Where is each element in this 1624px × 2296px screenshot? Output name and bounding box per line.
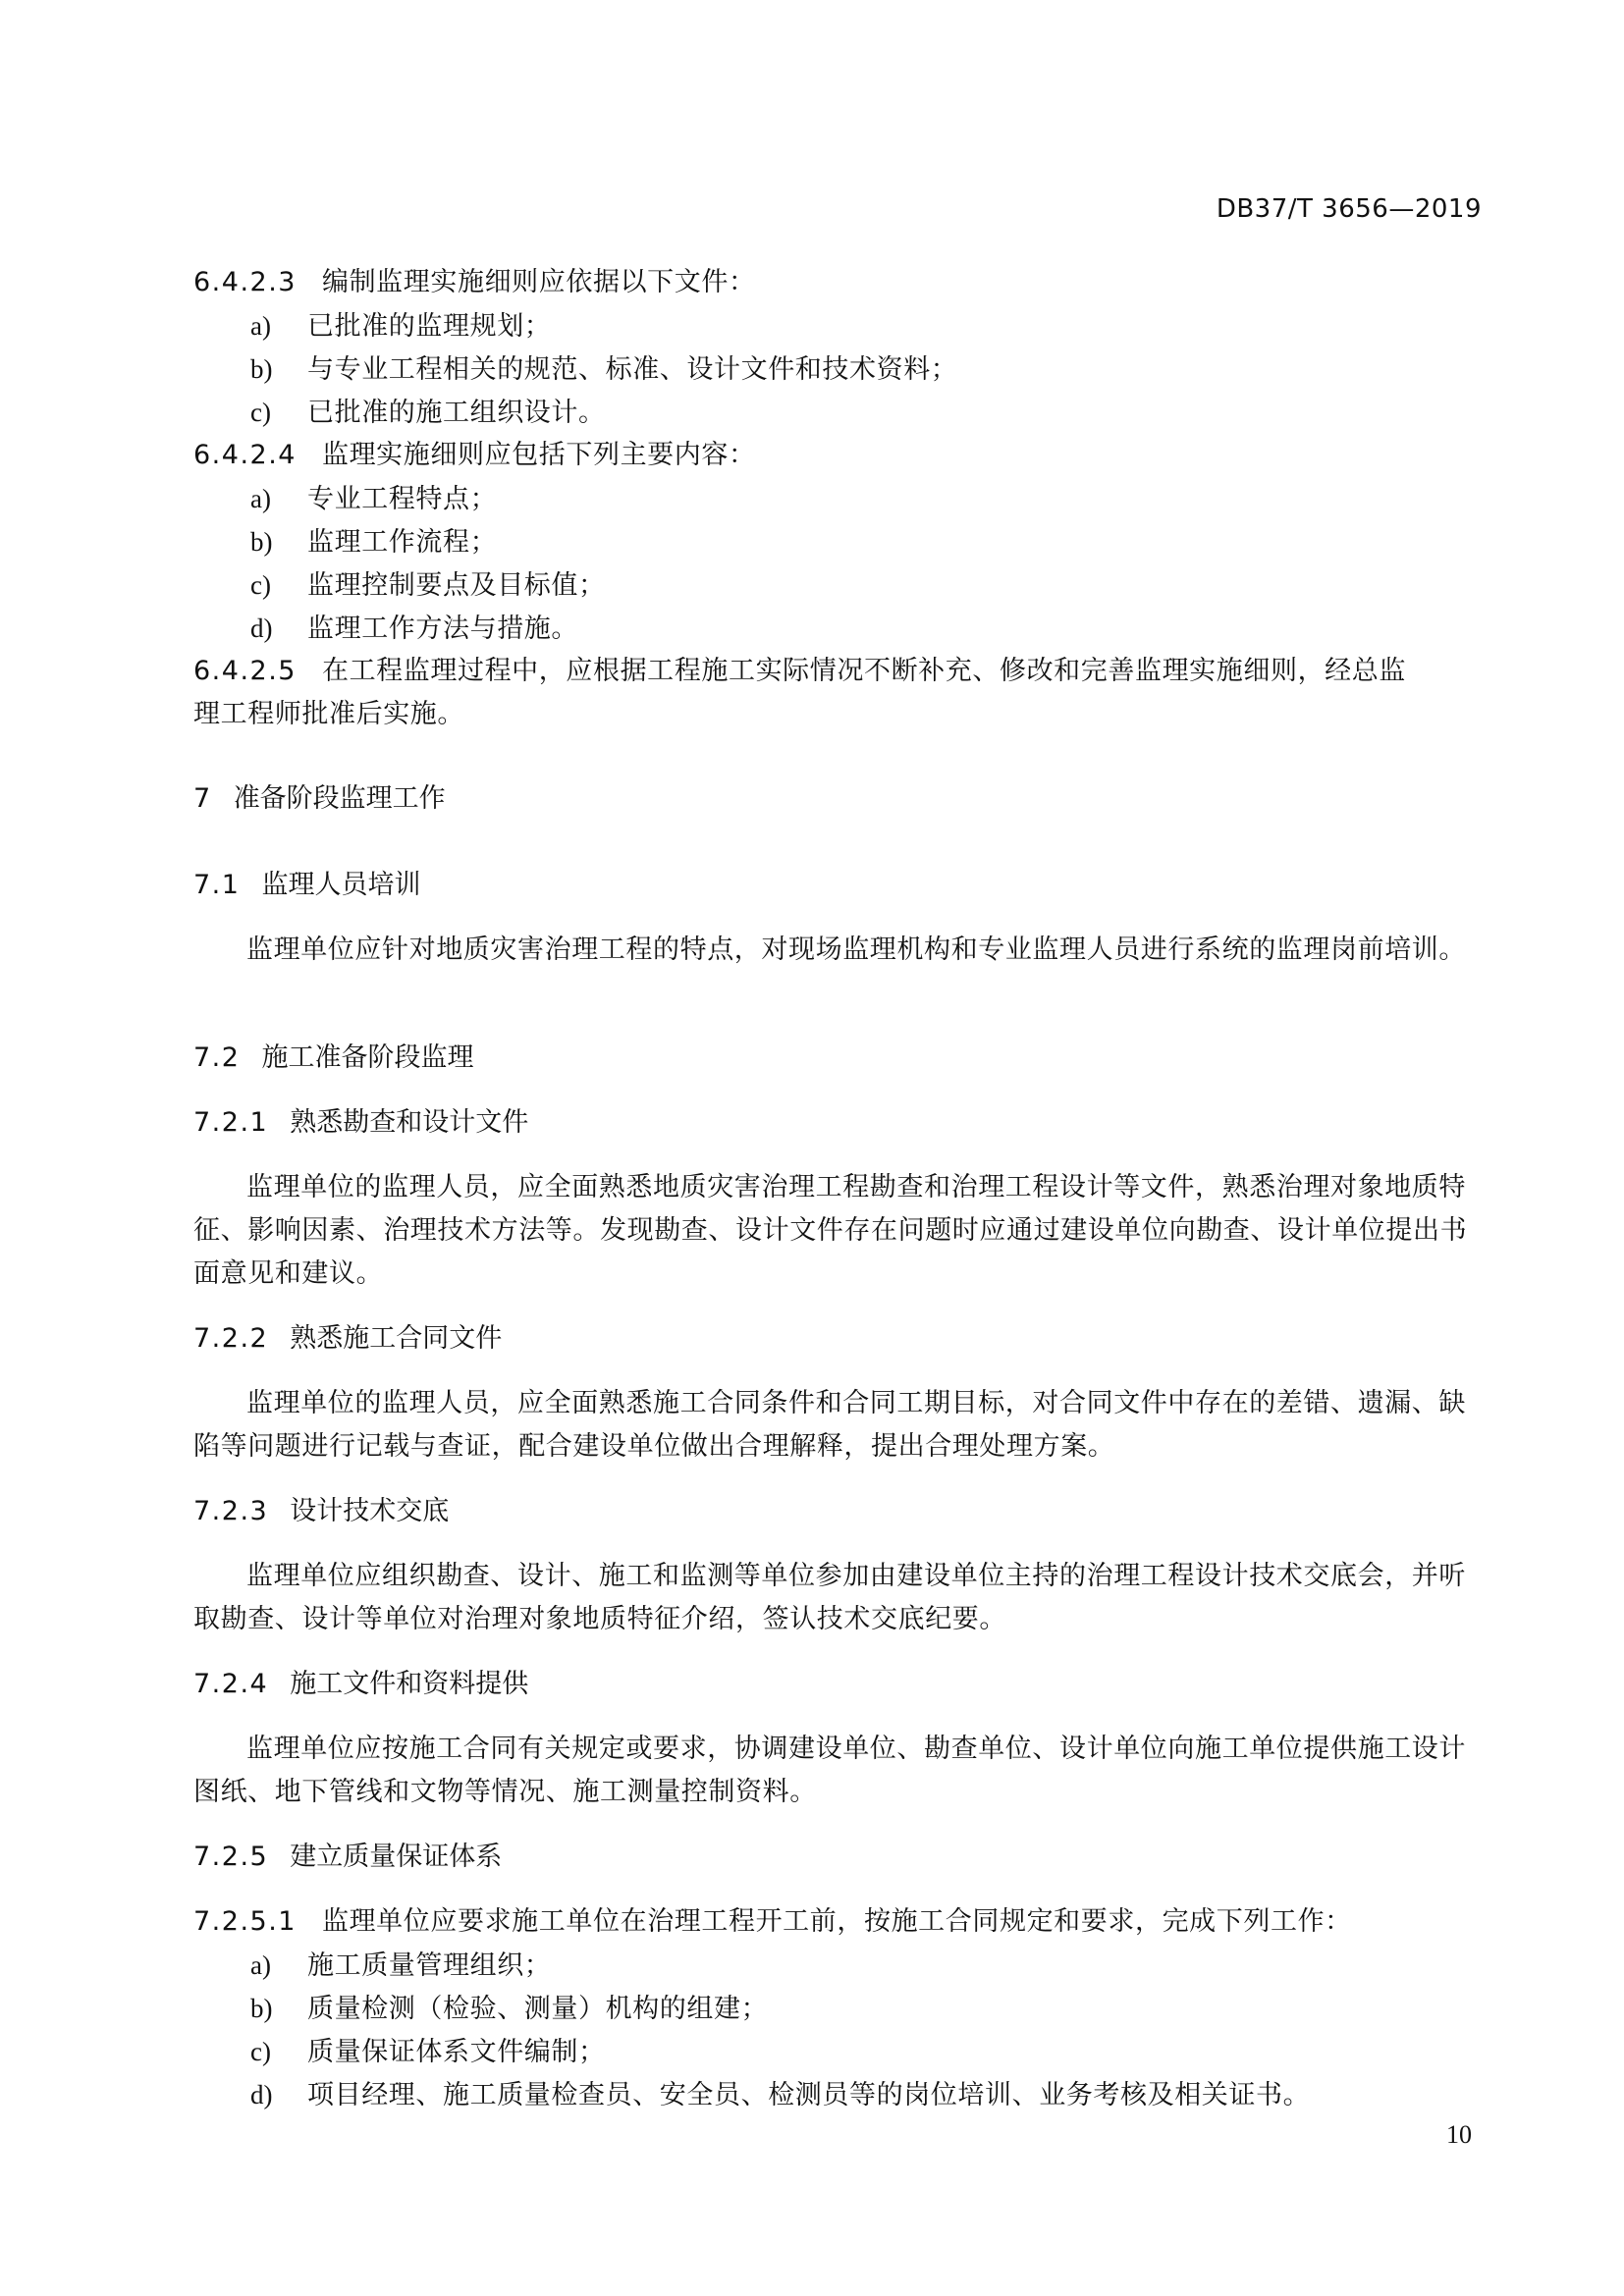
list-marker: a) [250, 1950, 271, 1980]
list-marker: a) [250, 484, 271, 513]
list-item [250, 347, 957, 392]
subsection-title: 设计技术交底 [290, 1496, 450, 1526]
list-item [250, 391, 606, 435]
list-marker: c) [250, 2037, 271, 2066]
list-item-text: 监理控制要点及目标值； [307, 570, 606, 601]
section-heading [193, 864, 420, 907]
subsection-number: 7.2.3 [193, 1496, 269, 1526]
subsection-heading [193, 1836, 502, 1879]
list-item [250, 520, 497, 564]
list-item [250, 304, 551, 348]
list-item-text: 监理工作方法与措施。 [307, 614, 578, 644]
list-item-text: 已批准的监理规划； [307, 311, 552, 342]
list-marker: b) [250, 354, 273, 384]
subsection-title: 施工文件和资料提供 [290, 1669, 529, 1699]
doc-code: DB37/T 3656—2019 [1216, 194, 1482, 224]
paragraph: 监理单位应组织勘查、设计、施工和监测等单位参加由建设单位主持的治理工程设计技术交底会，并听取勘查、设计等单位对治理对象地质特征介绍，签认技术交底纪要。 [193, 1561, 1466, 1634]
list-marker: b) [250, 527, 273, 557]
subsection-heading [193, 1101, 528, 1145]
list-item-text: 监理工作流程； [307, 527, 498, 558]
subsection-number: 7.2.4 [193, 1669, 269, 1699]
section-heading [193, 1037, 473, 1080]
section-title: 施工准备阶段监理 [261, 1042, 474, 1073]
section-title: 监理人员培训 [261, 870, 421, 900]
subsection-heading [193, 1490, 449, 1533]
list-marker: b) [250, 1994, 273, 2023]
subsection-heading [193, 1317, 502, 1361]
chapter-heading [193, 777, 446, 821]
list-marker: d) [250, 2080, 273, 2109]
subsection-number: 7.2.2 [193, 1323, 269, 1354]
list-item-text: 项目经理、施工质量检查员、安全员、检测员等的岗位培训、业务考核及相关证书。 [307, 2080, 1311, 2110]
list-item-text: 已批准的施工组织设计。 [307, 398, 606, 428]
paragraph: 监理单位应针对地质灾害治理工程的特点，对现场监理机构和专业监理人员进行系统的监理岗前培训。 [246, 934, 1466, 965]
clause-text: 监理实施细则应包括下列主要内容： [321, 440, 756, 470]
list-marker: a) [250, 311, 271, 341]
section-number: 7.1 [193, 870, 241, 900]
list-item-text: 质量保证体系文件编制； [307, 2037, 606, 2067]
subsection-title: 熟悉勘查和设计文件 [290, 1107, 529, 1138]
paragraph: 监理单位应按施工合同有关规定或要求，协调建设单位、勘查单位、设计单位向施工单位提供施工设计图纸、地下管线和文物等情况、施工测量控制资料。 [193, 1734, 1466, 1807]
clause-continuation: 理工程师批准后实施。 [193, 699, 464, 729]
section-number: 7.2 [193, 1042, 241, 1073]
clause-number: 6.4.2.3 [193, 267, 297, 297]
list-item [250, 2030, 606, 2074]
clause-6-4-2-3 [193, 261, 756, 304]
paragraph: 监理单位的监理人员，应全面熟悉地质灾害治理工程勘查和治理工程设计等文件，熟悉治理对象地质特征、影响因素、治理技术方法等。发现勘查、设计文件存在问题时应通过建设单位向勘查、设计单位提出书面意见和建议。 [193, 1172, 1468, 1289]
list-item [250, 477, 497, 521]
chapter-title: 准备阶段监理工作 [233, 783, 446, 814]
list-item-text: 施工质量管理组织； [307, 1950, 552, 1981]
list-marker: c) [250, 398, 271, 427]
subsection-number: 7.2.5 [193, 1842, 269, 1872]
clause-6-4-2-5 [193, 650, 1406, 693]
page-number: 10 [1446, 2120, 1472, 2149]
list-item [250, 563, 606, 608]
list-item [250, 1944, 551, 1988]
clause-text: 编制监理实施细则应依据以下文件： [321, 267, 756, 297]
clause-number: 6.4.2.4 [193, 440, 297, 470]
subsection-number: 7.2.1 [193, 1107, 269, 1138]
subsection-title: 熟悉施工合同文件 [290, 1323, 503, 1354]
subsection-title: 建立质量保证体系 [290, 1842, 503, 1872]
list-item [250, 607, 578, 651]
list-item-text: 质量检测（检验、测量）机构的组建； [307, 1994, 769, 2024]
clause-number: 6.4.2.5 [193, 656, 297, 686]
clause-number: 7.2.5.1 [193, 1906, 297, 1937]
clause-6-4-2-4 [193, 434, 756, 477]
clause-text: 监理单位应要求施工单位在治理工程开工前，按施工合同规定和要求，完成下列工作： [321, 1906, 1352, 1937]
paragraph: 监理单位的监理人员，应全面熟悉施工合同条件和合同工期目标，对合同文件中存在的差错、遗漏、缺陷等问题进行记载与查证，配合建设单位做出合理解释，提出合理处理方案。 [193, 1388, 1466, 1462]
list-item-text: 与专业工程相关的规范、标准、设计文件和技术资料； [307, 354, 958, 385]
list-marker: c) [250, 570, 271, 600]
list-marker: d) [250, 614, 273, 643]
list-item [250, 1987, 768, 2031]
list-item-text: 专业工程特点； [307, 484, 498, 514]
list-item [250, 2073, 1310, 2117]
chapter-number: 7 [193, 783, 212, 814]
subsection-heading [193, 1663, 528, 1706]
clause-7-2-5-1 [193, 1900, 1352, 1944]
clause-text: 在工程监理过程中，应根据工程施工实际情况不断补充、修改和完善监理实施细则，经总监 [321, 656, 1406, 686]
